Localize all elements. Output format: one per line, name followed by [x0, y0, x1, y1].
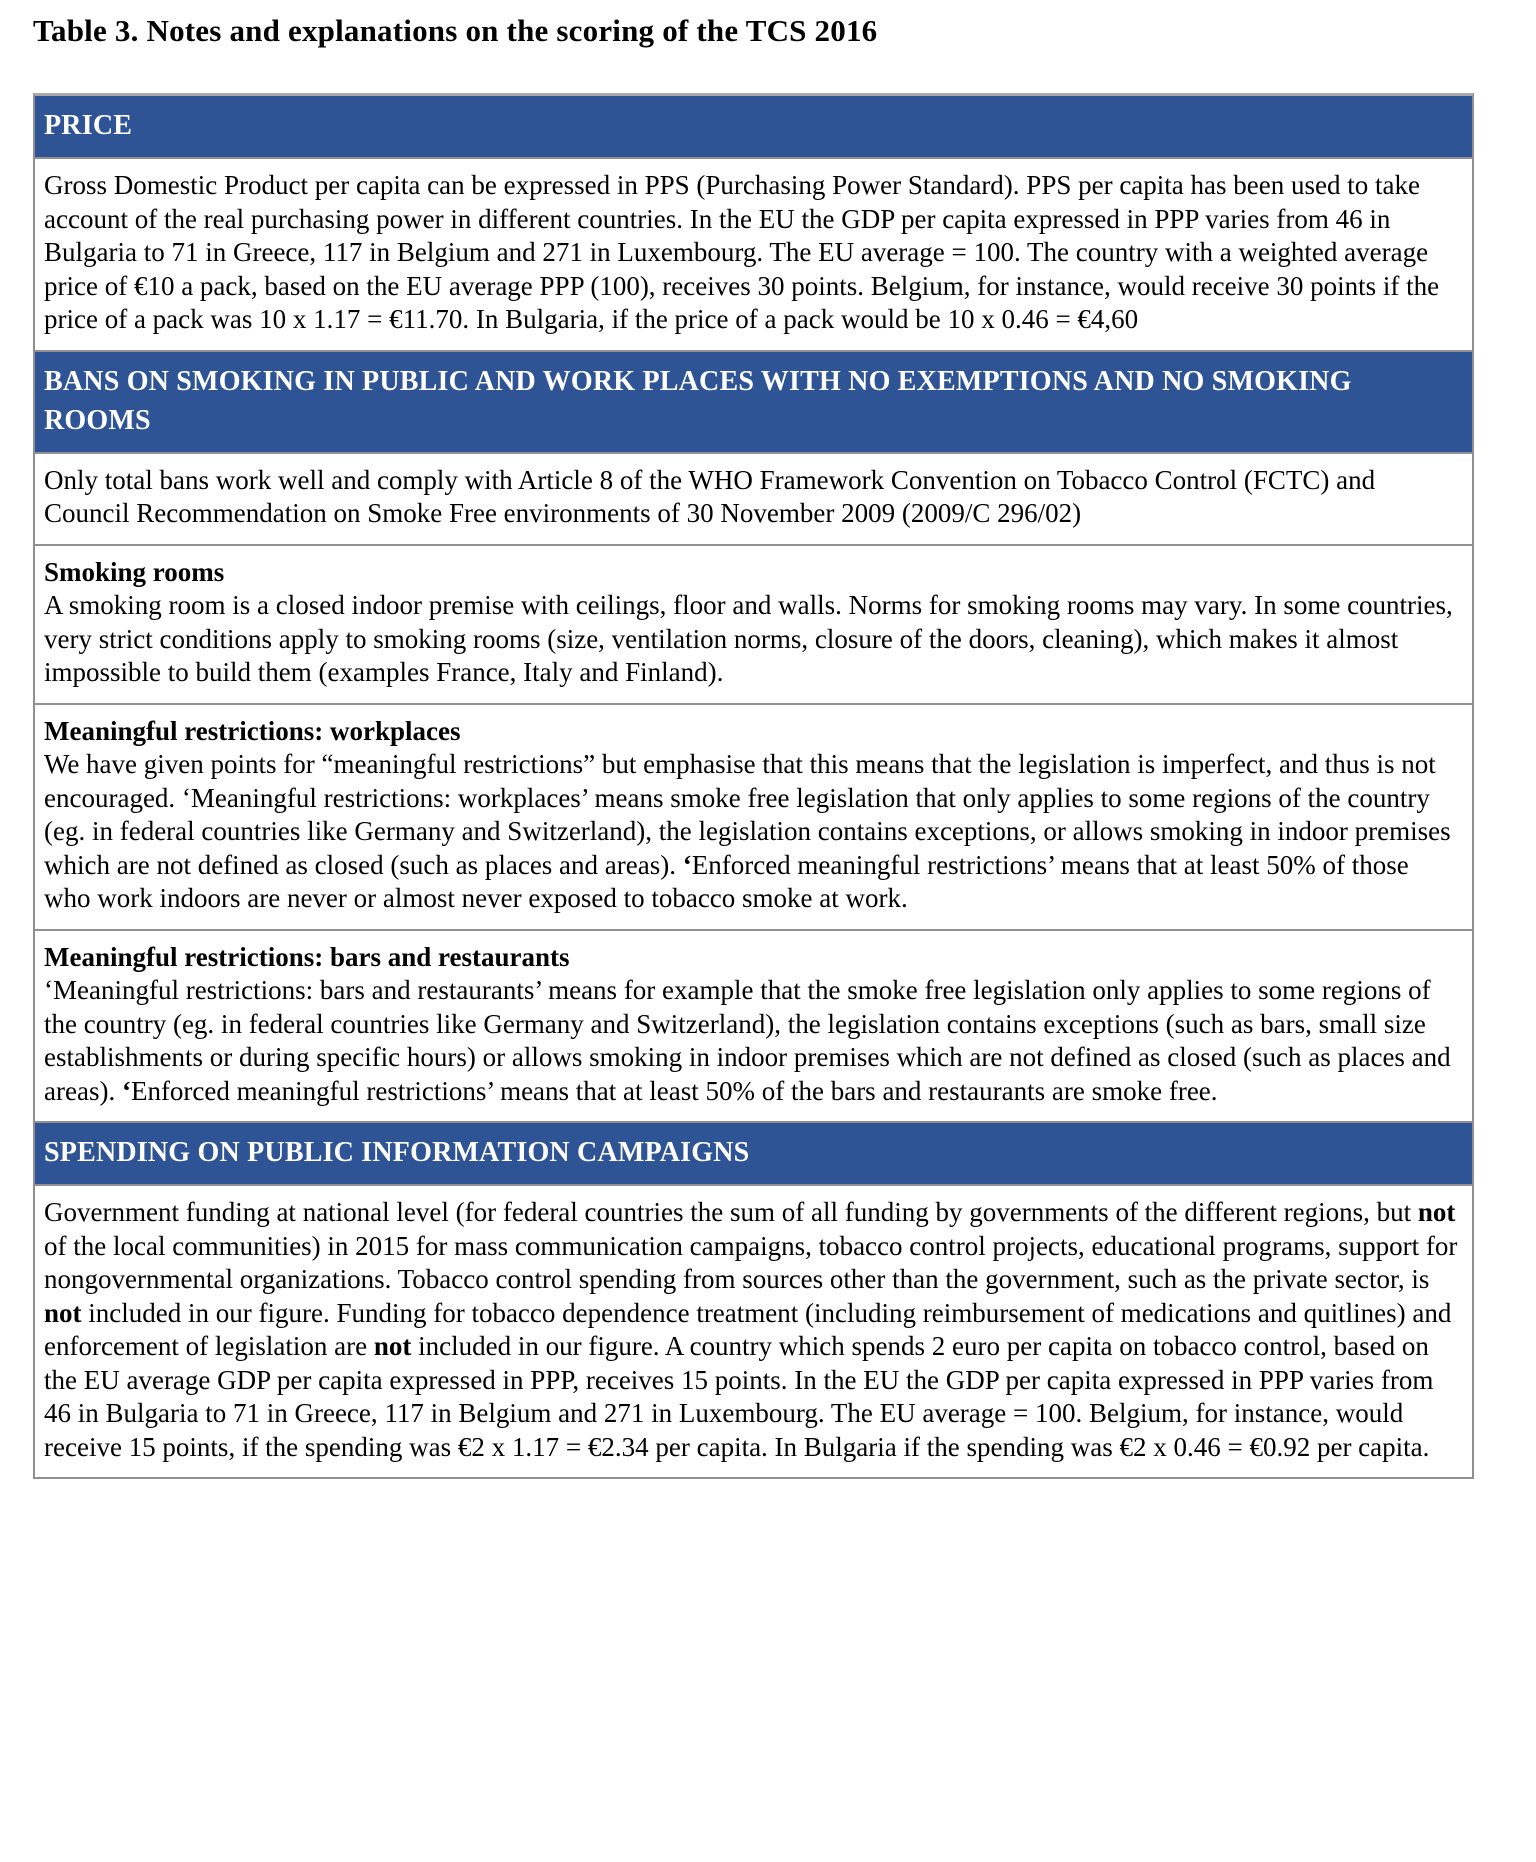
section-body-price	[35, 159, 1472, 352]
smoking-rooms-paragraph: A smoking room is a closed indoor premise with ceilings, floor and walls. Norms for smoking rooms may vary. In some countries, very strict conditions apply to smoking rooms (size, ventilation norms, closure of the doors, cleaning), which makes it almost impossible to build them (examples France, Italy and Finland).	[44, 590, 1453, 688]
notes-table	[33, 93, 1474, 1479]
section-header-price	[35, 96, 1472, 159]
bans-paragraph: Only total bans work well and comply with Article 8 of the WHO Framework Convention on Tobacco Control (FCTC) and Council Recommendation on Smoke Free environments of 30 November 2009 (2009/C 296/02)	[44, 464, 1376, 529]
section-header-spending-label: SPENDING ON PUBLIC INFORMATION CAMPAIGNS	[44, 1137, 750, 1169]
section-body-spending	[35, 1186, 1472, 1477]
smoking-rooms-subheading: Smoking rooms	[44, 556, 225, 587]
page-title: Table 3. Notes and explanations on the scoring of the TCS 2016	[33, 13, 878, 48]
price-paragraph: Gross Domestic Product per capita can be expressed in PPS (Purchasing Power Standard). PPS per capita has been used to take account of the real purchasing power in different countries. In the EU the GDP per capita expressed in PPP varies from 46 in Bulgaria to 71 in Greece, 117 in Belgium and 271 in Luxembourg. The EU average = 100. The country with a weighted average price of €10 a pack, based on the EU average PPP (100), receives 30 points. Belgium, for instance, would receive 30 points if the price of a pack was 10 x 1.17 = €11.70. In Bulgaria, if the price of a pack would be 10 x 0.46 = €4,60	[44, 170, 1440, 335]
section-body-restrictions-workplaces	[35, 705, 1472, 931]
section-header-bans	[35, 352, 1472, 454]
section-body-smoking-rooms	[35, 546, 1472, 705]
section-body-bans	[35, 454, 1472, 546]
section-body-restrictions-bars-restaurants	[35, 931, 1472, 1124]
section-header-spending	[35, 1123, 1472, 1186]
restrictions-bars-subheading: Meaningful restrictions: bars and restaurants	[44, 941, 570, 972]
spending-paragraph: Government funding at national level (for federal countries the sum of all funding by governments of the different regions, but not of the local communities) in 2015 for mass communication campaigns, tobacco control projects, educational programs, support for nongovernmental organizations. Tobacco control spending from sources other than the government, such as the private sector, is not included in our figure. Funding for tobacco dependence treatment (including reimbursement of medications and quitlines) and enforcement of legislation are not included in our figure. A country which spends 2 euro per capita on tobacco control, based on the EU average GDP per capita expressed in PPP, receives 15 points. In the EU the GDP per capita expressed in PPP varies from 46 in Bulgaria to 71 in Greece, 117 in Belgium and 271 in Luxembourg. The EU average = 100. Belgium, for instance, would receive 15 points, if the spending was €2 x 1.17 = €2.34 per capita. In Bulgaria if the spending was €2 x 0.46 = €0.92 per capita.	[44, 1197, 1458, 1462]
restrictions-bars-paragraph: ‘Meaningful restrictions: bars and restaurants’ means for example that the smoke free legislation only applies to some regions of the country (eg. in federal countries like Germany and Switzerland), the legislation contains exceptions (such as bars, small size establishments or during specific hours) or allows smoking in indoor premises which are not defined as closed (such as places and areas). ‘Enforced meaningful restrictions’ means that at least 50% of the bars and restaurants are smoke free.	[44, 975, 1451, 1106]
restrictions-workplaces-subheading: Meaningful restrictions: workplaces	[44, 715, 461, 746]
section-header-price-label: PRICE	[44, 110, 133, 142]
section-header-bans-label: BANS ON SMOKING IN PUBLIC AND WORK PLACES WITH NO EXEMPTIONS AND NO SMOKING ROOMS	[44, 365, 1352, 436]
restrictions-workplaces-paragraph: We have given points for “meaningful restrictions” but emphasise that this means that the legislation is imperfect, and thus is not encouraged. ‘Meaningful restrictions: workplaces’ means smoke free legislation that only applies to some regions of the country (eg. in federal countries like Germany and Switzerland), the legislation contains exceptions, or allows smoking in indoor premises which are not defined as closed (such as places and areas). ‘Enforced meaningful restrictions’ means that at least 50% of those who work indoors are never or almost never exposed to tobacco smoke at work.	[44, 749, 1451, 914]
